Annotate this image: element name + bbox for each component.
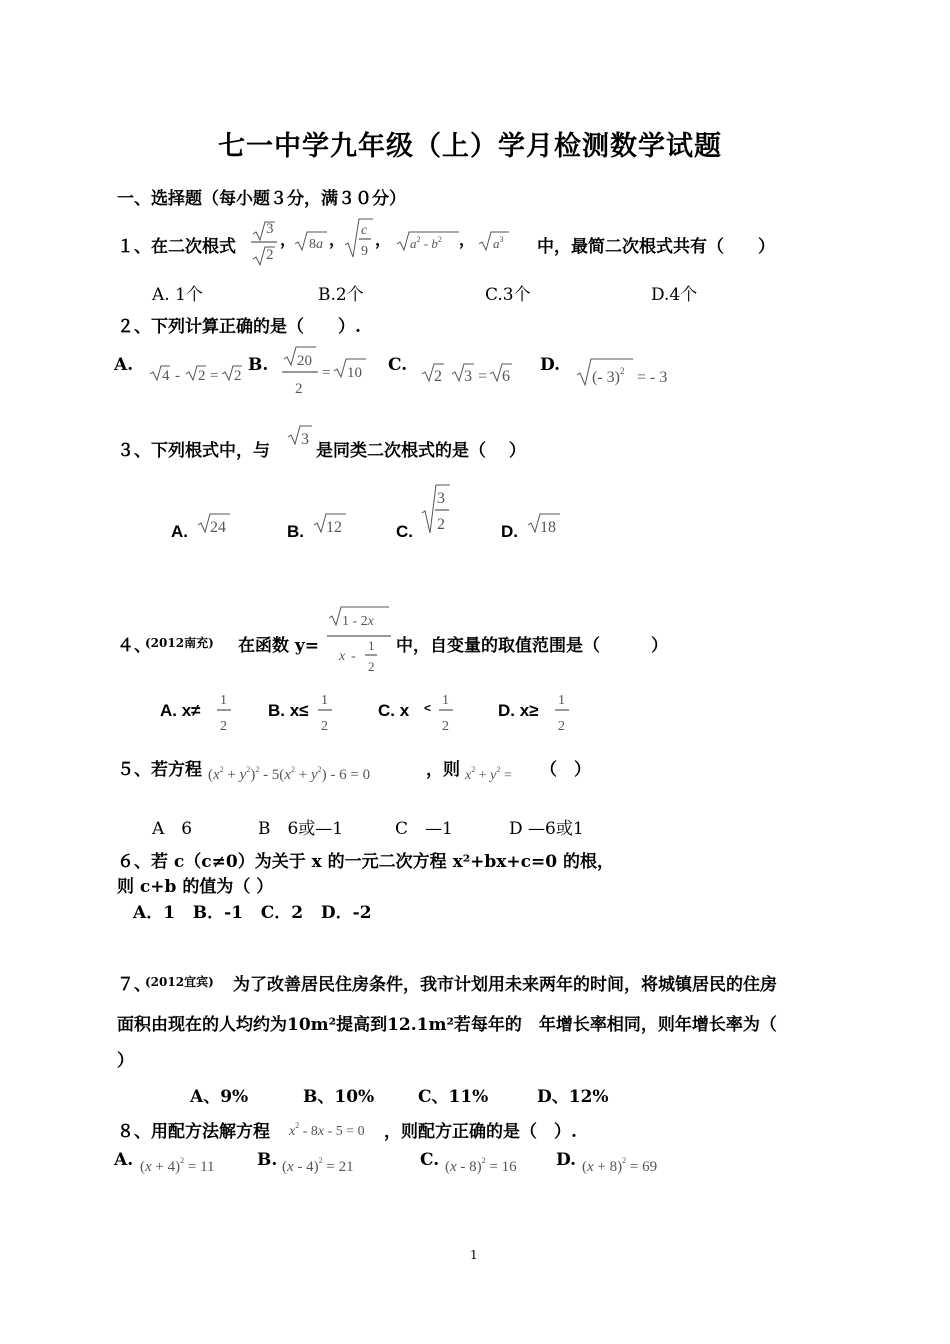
svg-text:2: 2	[437, 516, 445, 533]
svg-text:12: 12	[326, 519, 342, 536]
q7-option-c[interactable]: C、11%	[418, 1087, 489, 1107]
q3-label-b[interactable]: B.	[287, 522, 304, 541]
q4-number: ４、	[117, 636, 151, 656]
q8-expr-d	[580, 1152, 680, 1178]
q3-sqrt12	[312, 512, 352, 540]
q3-label-d[interactable]: D.	[501, 522, 518, 541]
svg-text:6: 6	[502, 368, 510, 385]
q4-half-b	[317, 690, 335, 736]
svg-text:(- 3)2: (- 3)$^2$	[592, 366, 625, 386]
svg-text:2: 2	[368, 659, 375, 674]
svg-text:(x - 4)2 = 21: (x - 4)$^2$ = 21	[282, 1156, 354, 1175]
q7-source: (2012宜宾)	[145, 975, 214, 989]
q8-equation	[287, 1118, 387, 1142]
q8-suffix: ，则配方正确的是（ ）.	[384, 1122, 577, 1142]
q2-label-c[interactable]: C.	[388, 355, 408, 375]
svg-text:(x - 8)2 = 16: (x - 8)$^2$ = 16	[445, 1156, 517, 1175]
q3-sqrt3	[286, 424, 316, 452]
q7-number: ７、	[117, 975, 151, 995]
svg-text:(x2 + y2)2 - 5(x2 + y2) - 6 =: $(x^2 + y^2)^2 - 5(x^2 + y^2) - 6 = 0$	[208, 765, 371, 783]
svg-text:=: =	[210, 368, 219, 384]
q7-option-a[interactable]: A、9%	[190, 1087, 249, 1107]
svg-text:(x + 4)2 = 11: $(x + 4)^2 = 11$	[140, 1156, 215, 1175]
svg-text:2: 2	[558, 719, 565, 734]
q1-prefix: １、在二次根式	[117, 237, 236, 257]
svg-text:1: 1	[321, 693, 328, 708]
svg-text:，: ，	[375, 232, 392, 249]
q8-label-c[interactable]: C.	[420, 1150, 440, 1170]
q4-option-d[interactable]: D. x≥	[498, 701, 539, 720]
q5-option-c[interactable]: C —1	[395, 819, 453, 839]
q5-target	[463, 762, 543, 786]
q1-radicals	[247, 217, 529, 267]
q8-label-a[interactable]: A.	[114, 1150, 134, 1170]
q1-option-b[interactable]: B.2个	[318, 285, 364, 305]
svg-text:3: 3	[266, 221, 274, 237]
q6-line2: 则 c+b 的值为（ ）	[117, 877, 274, 897]
svg-text:x: x	[339, 649, 346, 664]
q8-expr-a	[138, 1152, 238, 1178]
svg-text:24: 24	[210, 519, 226, 536]
q3-label-c[interactable]: C.	[396, 522, 413, 541]
svg-text:=: =	[478, 368, 488, 385]
q1-option-a[interactable]: A. 1个	[152, 285, 203, 305]
svg-text:，: ，	[280, 232, 297, 249]
svg-text:=: =	[322, 365, 331, 381]
q8-expr-c	[443, 1152, 543, 1178]
q5-suffix: （ ）	[540, 760, 591, 780]
svg-text:3: 3	[437, 490, 445, 507]
q4-option-b[interactable]: B. x≤	[268, 701, 309, 720]
page-title: 七一中学九年级（上）学月检测数学试题	[218, 131, 722, 162]
q2-label-a[interactable]: A.	[114, 355, 134, 375]
q8-label-b[interactable]: B.	[257, 1150, 278, 1170]
q4-source: (2012南充)	[145, 636, 214, 650]
q4-text2: 中，自变量的取值范围是（ ）	[396, 636, 668, 656]
svg-text:，: ，	[329, 232, 346, 249]
svg-text:1: 1	[368, 638, 375, 653]
q3-prefix: ３、下列根式中，与	[117, 441, 270, 461]
q3-sqrt24	[196, 512, 236, 540]
q5-option-b[interactable]: B 6或—1	[258, 819, 344, 839]
svg-text:18: 18	[540, 519, 556, 536]
svg-text:4: 4	[162, 368, 170, 384]
q7-option-b[interactable]: B、10%	[303, 1087, 375, 1107]
q4-half-d	[554, 690, 572, 736]
q3-sqrt-3-2	[420, 483, 454, 541]
svg-text:1: 1	[220, 693, 227, 708]
svg-text:3: 3	[464, 368, 472, 385]
q1-option-d[interactable]: D.4个	[651, 285, 698, 305]
q4-half-a	[216, 690, 234, 736]
svg-text:2: 2	[295, 381, 303, 397]
svg-text:20: 20	[297, 353, 312, 369]
q7-line2: 面积由现在的人均约为10m²提高到12.1m²若每年的 年增长率相同，则年增长率为（	[117, 1015, 777, 1035]
q4-option-a[interactable]: A. x≠	[160, 701, 201, 720]
q2-expr-c	[420, 362, 520, 390]
svg-text:1 - 2x: 1 - 2x	[342, 614, 374, 629]
svg-text:8a: 8a	[309, 237, 323, 252]
q7-line3: ）	[117, 1051, 134, 1071]
svg-text:2: 2	[442, 719, 449, 734]
q3-label-a[interactable]: A.	[171, 522, 188, 541]
q3-suffix: 是同类二次根式的是（ ）	[316, 441, 526, 461]
svg-text:a3: $a^3$	[493, 235, 504, 251]
q2-label-d[interactable]: D.	[540, 355, 561, 375]
svg-text:3: 3	[301, 431, 309, 448]
section-heading: 一、选择题（每小题３分，满３０分）	[117, 189, 406, 209]
svg-text:2: 2	[434, 368, 442, 385]
q4-function-expr	[327, 605, 395, 679]
svg-text:2: 2	[234, 368, 242, 384]
svg-text:(x + 8)2 = 69: $(x + 8)^2 = 69$	[582, 1156, 658, 1175]
q7-option-d[interactable]: D、12%	[537, 1087, 609, 1107]
q4-half-c	[438, 690, 456, 736]
page-number: 1	[470, 1248, 478, 1262]
q8-label-d[interactable]: D.	[556, 1150, 577, 1170]
q5-option-d[interactable]: D —6或1	[509, 819, 584, 839]
svg-text:c: c	[361, 223, 368, 238]
svg-text:a2 - b2: $a^2 - b^2$	[410, 235, 442, 251]
q7-line1: 为了改善居民住房条件，我市计划用未来两年的时间，将城镇居民的住房	[233, 975, 777, 995]
q2-expr-b	[282, 345, 367, 401]
svg-text:2: 2	[266, 247, 274, 263]
svg-text:-: -	[175, 368, 180, 384]
svg-text:x2 - 8x - 5 = 0: $x^2 - 8x - 5 = 0$	[289, 1121, 365, 1139]
q1-suffix: 中，最简二次根式共有（ ）	[537, 237, 775, 257]
svg-text:10: 10	[347, 365, 362, 381]
svg-text:9: 9	[361, 244, 368, 259]
svg-text:= - 3: = - 3	[637, 369, 668, 386]
q8-expr-b	[280, 1152, 380, 1178]
svg-text:，: ，	[459, 232, 476, 249]
q4-text1: 在函数 y=	[238, 636, 320, 656]
q4-less-than-icon: <	[424, 701, 432, 715]
q8-prefix: ８、用配方法解方程	[117, 1122, 270, 1142]
svg-text:2: 2	[220, 719, 227, 734]
q1-option-c[interactable]: C.3个	[485, 285, 531, 305]
q5-option-a[interactable]: A 6	[152, 819, 193, 839]
q5-middle: ，则	[426, 760, 460, 780]
q3-sqrt18	[526, 512, 566, 540]
q5-equation	[206, 760, 428, 786]
q2-text: ２、下列计算正确的是（ ）.	[117, 317, 361, 337]
svg-text:x2 + y2 =: $x^2 + y^2$ =	[465, 765, 512, 783]
q6-options[interactable]: A．1 B．-1 C．2 D．-2	[133, 903, 372, 923]
q4-option-c[interactable]: C. x	[378, 701, 410, 720]
svg-text:1: 1	[442, 693, 449, 708]
svg-text:1: 1	[558, 693, 565, 708]
q2-label-b[interactable]: B.	[248, 355, 269, 375]
svg-text:2: 2	[321, 719, 328, 734]
q2-expr-a	[148, 362, 248, 390]
svg-text:2: 2	[198, 368, 206, 384]
q6-line1: ６、若 c（c≠0）为关于 x 的一元二次方程 x²+bx+c=0 的根，	[117, 852, 615, 872]
q5-prefix: ５、若方程	[117, 760, 202, 780]
svg-text:-: -	[351, 649, 356, 664]
q2-expr-d	[575, 357, 685, 391]
